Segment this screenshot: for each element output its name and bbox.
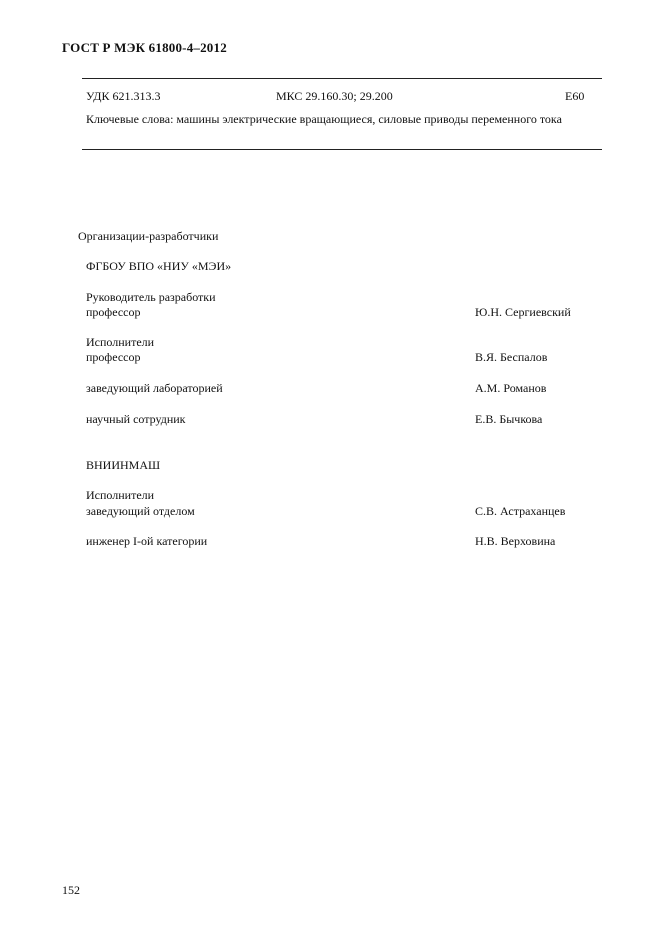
org1-name: ФГБОУ ВПО «НИУ «МЭИ» [86, 259, 232, 273]
org1-person-name: В.Я. Беспалов [475, 350, 548, 364]
org1-person-role: заведующий лабораторией [86, 381, 223, 395]
org1-leader-role: профессор [86, 305, 141, 319]
org2-person-name: Н.В. Верховина [475, 534, 556, 548]
org2-executors-label: Исполнители [86, 488, 155, 502]
org1-leader-name: Ю.Н. Сергиевский [475, 305, 571, 319]
org1-person-name: Е.В. Бычкова [475, 412, 543, 426]
udk-code: УДК 621.313.3 [86, 89, 161, 103]
org2-person-role: заведующий отделом [86, 504, 195, 518]
org2-name: ВНИИНМАШ [86, 458, 161, 472]
document-header-title: ГОСТ Р МЭК 61800-4–2012 [62, 40, 227, 55]
bottom-rule [82, 149, 602, 150]
page-number: 152 [62, 883, 80, 897]
org1-person-role: профессор [86, 350, 141, 364]
org2-person-name: С.В. Астраханцев [475, 504, 566, 518]
category-code: Е60 [565, 89, 585, 103]
developers-heading: Организации-разработчики [78, 229, 219, 243]
org1-leader-label: Руководитель разработки [86, 290, 216, 304]
org2-person-role: инженер I-ой категории [86, 534, 208, 548]
org1-executors-label: Исполнители [86, 335, 155, 349]
org1-person-role: научный сотрудник [86, 412, 186, 426]
mks-code: МКС 29.160.30; 29.200 [276, 89, 393, 103]
org1-person-name: А.М. Романов [475, 381, 547, 395]
top-rule [82, 78, 602, 79]
keywords: Ключевые слова: машины электрические вращающиеся, силовые приводы переменного тока [86, 112, 562, 126]
